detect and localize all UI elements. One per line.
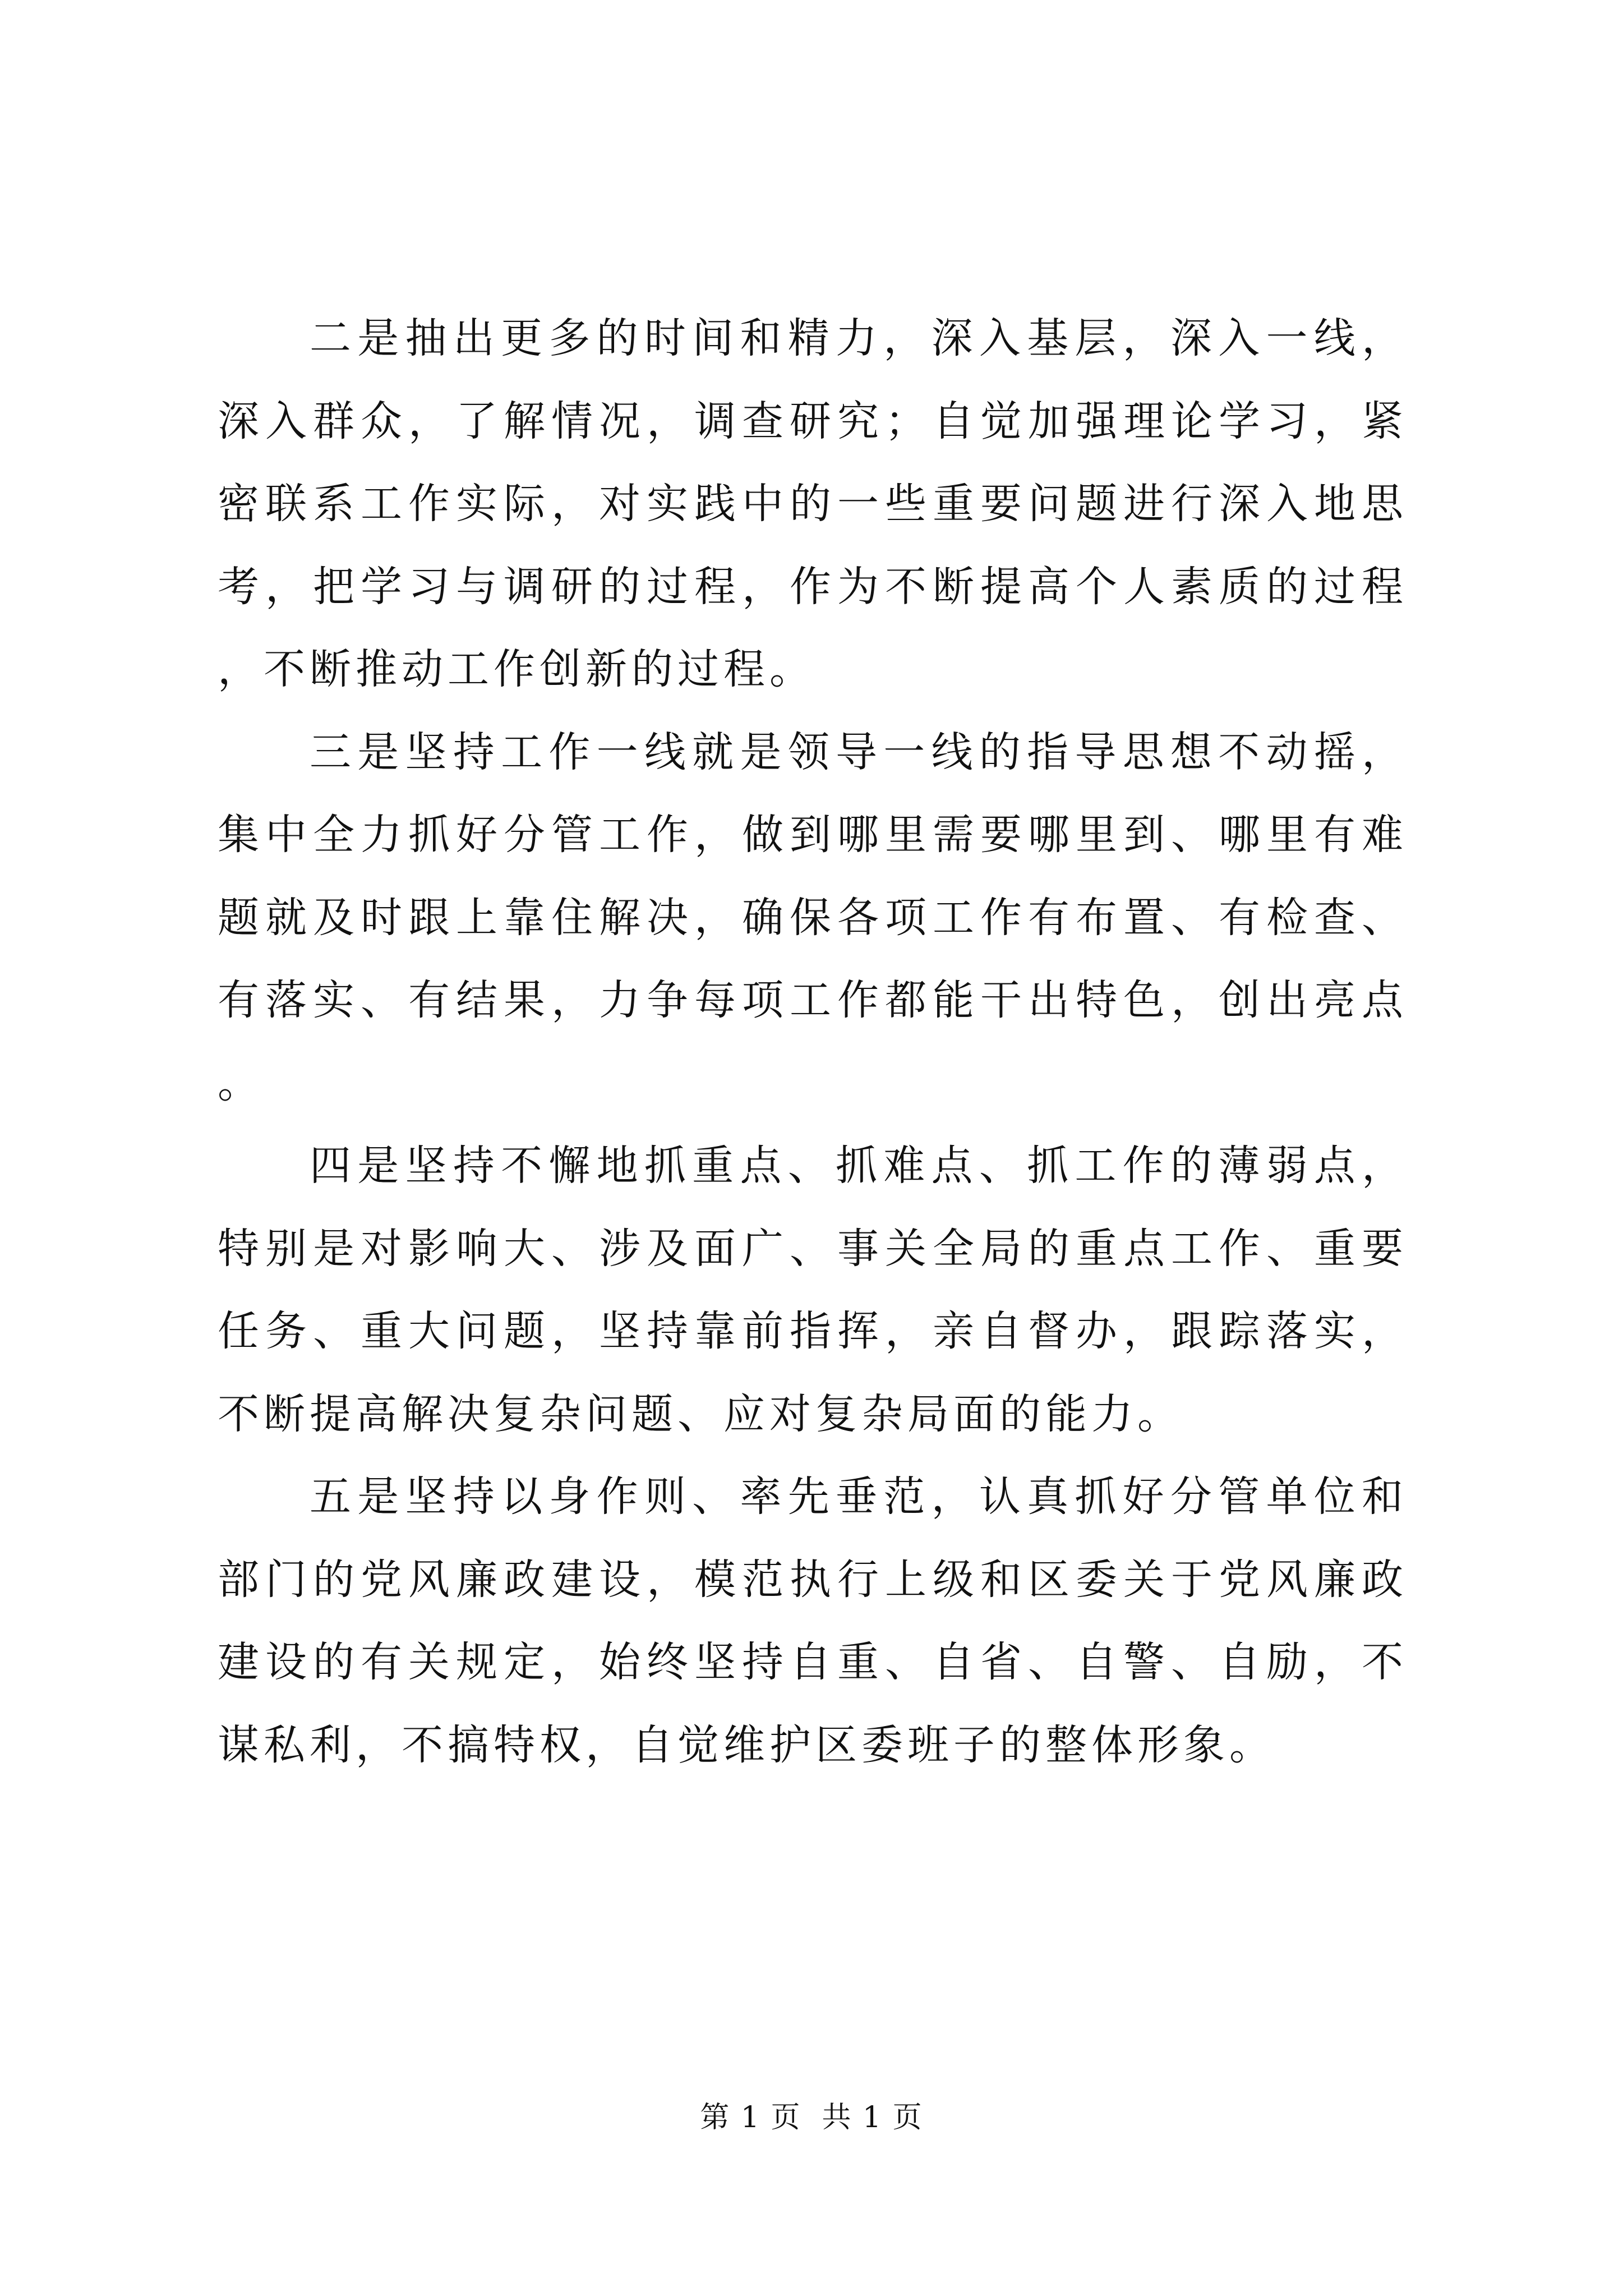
paragraph-4: 四是坚持不懈地抓重点、抓难点、抓工作的薄弱点，特别是对影响大、涉及面广、事关全局的重点工作、重要任务、重大问题，坚持靠前指挥，亲自督办，跟踪落实，不断提高解决复杂问题、应对复杂局面的能力。 — [218, 1142, 1408, 1438]
paragraph-5: 五是坚持以身作则、率先垂范，认真抓好分管单位和部门的党风廉政建设，模范执行上级和区委关于党风廉政建设的有关规定，始终坚持自重、自省、自警、自励，不谋私利，不搞特权，自觉维护区委班子的整体形象。 — [218, 1473, 1408, 1769]
document-body — [218, 297, 1408, 1787]
paragraph-3: 三是坚持工作一线就是领导一线的指导思想不动摇，集中全力抓好分管工作，做到哪里需要哪里到、哪里有难题就及时跟上靠住解决，确保各项工作有布置、有检查、有落实、有结果，力争每项工作都能干出特色，创出亮点。 — [218, 728, 1408, 1107]
page-footer — [0, 2098, 1623, 2137]
paragraph-2: 二是抽出更多的时间和精力，深入基层，深入一线，深入群众，了解情况，调查研究；自觉加强理论学习，紧密联系工作实际，对实践中的一些重要问题进行深入地思考，把学习与调研的过程，作为不断提高个人素质的过程，不断推动工作创新的过程。 — [218, 314, 1408, 693]
page-number-label: 第 1 页 共 1 页 — [700, 2101, 923, 2134]
